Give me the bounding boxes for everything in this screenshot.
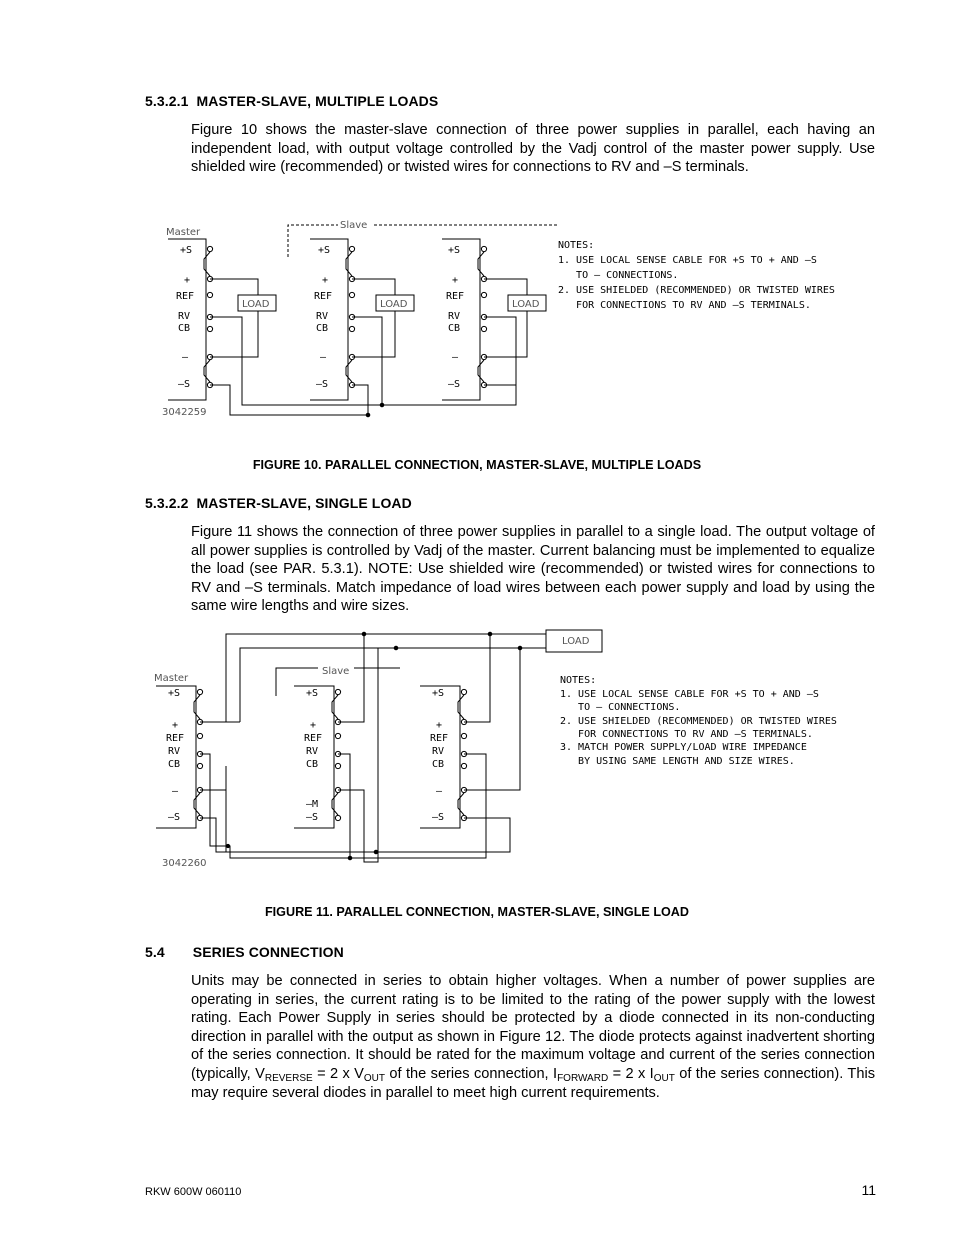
terminal-label: –S — [168, 812, 181, 823]
terminal-label: –S — [448, 379, 461, 390]
terminal-circle — [481, 292, 486, 297]
footer-doc-id: RKW 600W 060110 — [145, 1186, 242, 1198]
terminal-circle — [197, 733, 202, 738]
terminal-label: REF — [176, 291, 195, 302]
terminal-label: +S — [448, 245, 461, 256]
terminal-label: – — [452, 352, 459, 363]
section-body: Figure 10 shows the master-slave connection of three power supplies in parallel, each having an independent load, with output voltage controlled by the Vadj control of the master power supply. Use shielded wire (recommended) or twisted wires for connections to RV and –S terminals. — [191, 122, 875, 176]
terminal-label: + — [172, 720, 179, 731]
note-line: 1. USE LOCAL SENSE CABLE FOR +S TO + AND –S — [558, 255, 817, 266]
drawing-number: 3042260 — [162, 858, 207, 869]
terminal-label: – — [436, 786, 443, 797]
terminal-label: –M — [306, 799, 319, 810]
sense-loop — [194, 793, 200, 815]
figure-notes — [560, 675, 837, 767]
terminal-label: CB — [306, 759, 319, 770]
terminal-label: REF — [314, 291, 333, 302]
terminal-circle — [335, 733, 340, 738]
terminal-circle — [349, 292, 354, 297]
body-text: of the series connection). This may require several diodes in parallel to meet high current requirements. — [191, 1065, 875, 1101]
slave-label: Slave — [322, 666, 350, 677]
sense-loop — [204, 252, 210, 276]
section-heading-5-3-2-1 — [145, 93, 438, 109]
note-line: FOR CONNECTIONS TO RV AND –S TERMINALS. — [560, 729, 813, 740]
terminal-circle — [349, 326, 354, 331]
load-label: LOAD — [512, 299, 540, 310]
terminal-label: +S — [306, 688, 319, 699]
terminal-circle — [197, 689, 202, 694]
section-number: 5.4 — [145, 944, 165, 960]
section-body — [191, 972, 875, 1102]
terminal-circle — [335, 815, 340, 820]
sense-loop — [458, 793, 464, 815]
terminal-label: +S — [432, 688, 445, 699]
wire — [210, 311, 258, 357]
terminal-label: REF — [430, 733, 449, 744]
terminal-label: –S — [178, 379, 191, 390]
note-line: 3. MATCH POWER SUPPLY/LOAD WIRE IMPEDANCE — [560, 742, 807, 753]
terminal-label: –S — [316, 379, 329, 390]
terminal-label: CB — [432, 759, 445, 770]
figure-11-caption: FIGURE 11. PARALLEL CONNECTION, MASTER-SLAVE, SINGLE LOAD — [264, 905, 690, 919]
terminal-circle — [335, 763, 340, 768]
subscript: REVERSE — [264, 1072, 313, 1084]
drawing-number: 3042259 — [162, 407, 207, 418]
terminal-label: + — [436, 720, 443, 731]
terminal-circle — [461, 689, 466, 694]
note-line: TO – CONNECTIONS. — [558, 270, 679, 281]
terminal-circle — [481, 326, 486, 331]
terminal-label: – — [320, 352, 327, 363]
body-text: = 2 x I — [608, 1065, 654, 1082]
terminal-label: RV — [168, 746, 181, 757]
terminal-circle — [197, 763, 202, 768]
sense-loop — [346, 360, 352, 382]
subscript: OUT — [653, 1072, 675, 1084]
terminal-circle — [461, 733, 466, 738]
terminal-label: RV — [316, 311, 329, 322]
terminal-label: RV — [178, 311, 191, 322]
terminal-circle — [207, 326, 212, 331]
terminal-label: RV — [448, 311, 461, 322]
load-label: LOAD — [562, 636, 590, 647]
terminal-label: +S — [168, 688, 181, 699]
master-label: Master — [166, 227, 201, 238]
wire — [210, 279, 258, 295]
section-body: Figure 11 shows the connection of three power supplies in parallel to a single load. The output voltage of all power supplies is controlled by Vadj of the master. Current balancing must be implemented to equalize the load (see PAR. 5.3.1). NOTE: Use shielded wire (recommended) or twisted wires for connections to RV and –S terminals. Match impedance of load wires between each power supply and load by using the same wire lengths and wire sizes. — [191, 524, 875, 615]
terminal-label: RV — [306, 746, 319, 757]
notes-title: NOTES: — [558, 240, 595, 251]
terminal-label: REF — [446, 291, 465, 302]
note-line: 1. USE LOCAL SENSE CABLE FOR +S TO + AND –S — [560, 689, 819, 700]
figure-11-diagram — [150, 626, 880, 874]
terminal-label: +S — [318, 245, 331, 256]
terminal-label: +S — [180, 245, 193, 256]
body-text: of the series connection, I — [385, 1065, 558, 1082]
terminal-label: REF — [166, 733, 185, 744]
note-line: 2. USE SHIELDED (RECOMMENDED) OR TWISTED WIRES — [558, 285, 835, 296]
terminal-circle — [461, 763, 466, 768]
note-line: BY USING SAME LENGTH AND SIZE WIRES. — [560, 756, 795, 767]
terminal-label: + — [322, 275, 329, 286]
subscript: OUT — [363, 1072, 386, 1084]
sense-loop — [458, 695, 464, 719]
page-number: 11 — [861, 1182, 876, 1198]
sense-loop — [332, 695, 338, 719]
terminal-circle — [349, 246, 354, 251]
section-title: MASTER-SLAVE, SINGLE LOAD — [196, 495, 412, 511]
section-heading-5-3-2-2 — [145, 495, 412, 511]
terminal-label: CB — [316, 323, 329, 334]
terminal-label: + — [452, 275, 459, 286]
section-number: 5.3.2.1 — [145, 93, 189, 109]
terminal-label: RV — [432, 746, 445, 757]
slave-bracket-left — [288, 225, 338, 257]
terminal-label: – — [182, 352, 189, 363]
sense-loop — [194, 695, 200, 719]
slave2-box — [420, 686, 460, 828]
section-title: MASTER-SLAVE, MULTIPLE LOADS — [196, 93, 439, 109]
section-number: 5.3.2.2 — [145, 495, 189, 511]
section-title: SERIES CONNECTION — [192, 944, 344, 960]
body-text: = 2 x V — [312, 1065, 364, 1082]
terminal-label: REF — [304, 733, 323, 744]
master-label: Master — [154, 673, 189, 684]
sense-loop — [204, 360, 210, 382]
section-heading-5-4 — [145, 944, 344, 960]
terminal-circle — [207, 292, 212, 297]
sense-loop — [332, 793, 338, 815]
terminal-label: CB — [178, 323, 191, 334]
notes-title: NOTES: — [560, 675, 597, 686]
terminal-circle — [207, 246, 212, 251]
sense-loop — [478, 252, 484, 276]
terminal-label: –S — [306, 812, 319, 823]
terminal-label: + — [184, 275, 191, 286]
body-text: Units may be connected in series to obtain higher voltages. When a number of power supplies are operating in series, the current rating is to be limited to the rating of the power supply with the lowest rating. Each Power Supply in series should be protected by a diode connected in its non-conducting direction in parallel with the output as shown in Figure 12. The diode protects against inadvertent shorting of the series connection. It should be rated for the maximum voltage and current of the series connection (typically, V — [191, 973, 875, 1082]
master-box — [156, 686, 196, 828]
terminal-label: CB — [168, 759, 181, 770]
note-line: TO – CONNECTIONS. — [560, 702, 681, 713]
terminal-label: CB — [448, 323, 461, 334]
load-label: LOAD — [380, 299, 408, 310]
figure-notes — [558, 240, 835, 311]
terminal-label: –S — [432, 812, 445, 823]
slave-label: Slave — [340, 220, 368, 231]
subscript: FORWARD — [557, 1072, 609, 1084]
terminal-circle — [335, 689, 340, 694]
load-label: LOAD — [242, 299, 270, 310]
figure-10-diagram — [150, 215, 870, 425]
terminal-circle — [481, 246, 486, 251]
sense-loop — [346, 252, 352, 276]
note-line: 2. USE SHIELDED (RECOMMENDED) OR TWISTED WIRES — [560, 716, 837, 727]
terminal-label: – — [172, 786, 179, 797]
terminal-label: + — [310, 720, 317, 731]
sense-loop — [478, 360, 484, 382]
figure-10-caption: FIGURE 10. PARALLEL CONNECTION, MASTER-SLAVE, MULTIPLE LOADS — [252, 458, 702, 472]
note-line: FOR CONNECTIONS TO RV AND –S TERMINALS. — [558, 300, 811, 311]
